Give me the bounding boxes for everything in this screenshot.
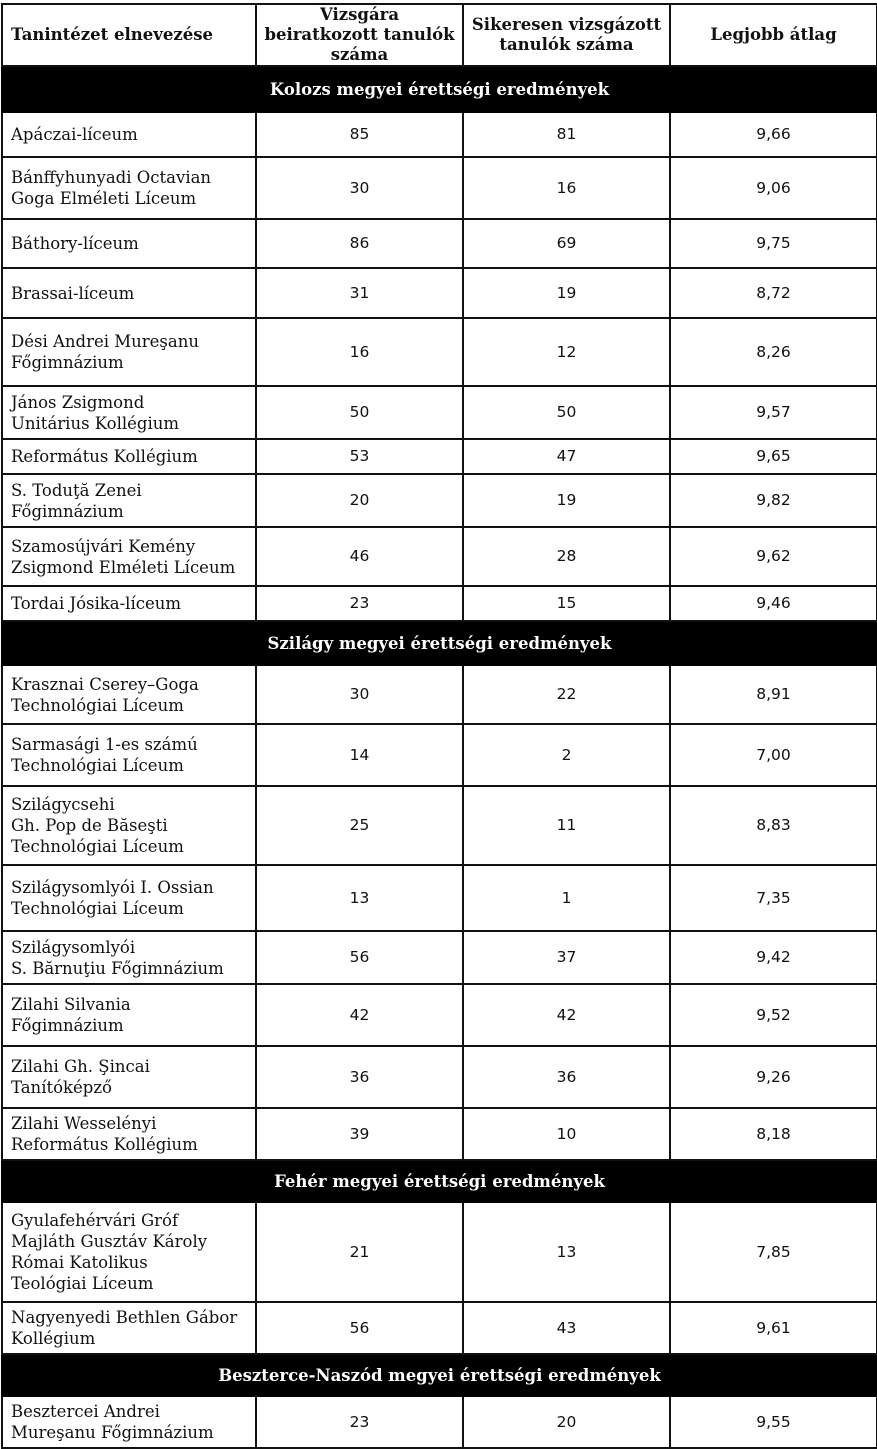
passed-count-cell: 42 (463, 984, 670, 1046)
best-average-cell: 7,85 (670, 1202, 877, 1302)
best-average-cell: 9,66 (670, 112, 877, 157)
passed-count-cell: 19 (463, 268, 670, 318)
school-name-cell: Besztercei Andrei Mureşanu Főgimnázium (2, 1396, 256, 1448)
passed-count-cell: 12 (463, 318, 670, 386)
enrolled-count-cell: 21 (256, 1202, 463, 1302)
header-passed: Sikeresen vizsgázott tanulók száma (463, 4, 670, 66)
header-school-name: Tanintézet elnevezése (2, 4, 256, 66)
best-average-cell: 9,26 (670, 1046, 877, 1108)
enrolled-count-cell: 31 (256, 268, 463, 318)
enrolled-count-cell: 39 (256, 1108, 463, 1160)
table-row (2, 1108, 877, 1160)
enrolled-count-cell: 16 (256, 318, 463, 386)
school-name-cell: Brassai-líceum (2, 268, 256, 318)
school-name-cell: Dési Andrei Mureşanu Főgimnázium (2, 318, 256, 386)
passed-count-cell: 10 (463, 1108, 670, 1160)
best-average-cell: 7,35 (670, 865, 877, 931)
enrolled-count-cell: 56 (256, 931, 463, 984)
school-name-cell: Szilágycsehi Gh. Pop de Băseşti Technológiai Líceum (2, 786, 256, 865)
header-best-average: Legjobb átlag (670, 4, 877, 66)
header-row (2, 4, 877, 66)
passed-count-cell: 36 (463, 1046, 670, 1108)
school-name-cell: Bánffyhunyadi Octavian Goga Elméleti Líceum (2, 157, 256, 219)
section-title: Szilágy megyei érettségi eredmények (2, 621, 877, 665)
table-row (2, 1302, 877, 1354)
enrolled-count-cell: 20 (256, 474, 463, 527)
school-name-cell: Krasznai Cserey–Goga Technológiai Líceum (2, 665, 256, 724)
best-average-cell: 9,75 (670, 219, 877, 268)
table-row (2, 984, 877, 1046)
passed-count-cell: 47 (463, 439, 670, 474)
passed-count-cell: 22 (463, 665, 670, 724)
school-name-cell: Zilahi Wesselényi Református Kollégium (2, 1108, 256, 1160)
passed-count-cell: 28 (463, 527, 670, 586)
table-row (2, 318, 877, 386)
enrolled-count-cell: 56 (256, 1302, 463, 1354)
best-average-cell: 8,72 (670, 268, 877, 318)
passed-count-cell: 15 (463, 586, 670, 621)
enrolled-count-cell: 30 (256, 665, 463, 724)
school-name-cell: Nagyenyedi Bethlen Gábor Kollégium (2, 1302, 256, 1354)
passed-count-cell: 20 (463, 1396, 670, 1448)
school-name-cell: Tordai Jósika-líceum (2, 586, 256, 621)
enrolled-count-cell: 86 (256, 219, 463, 268)
best-average-cell: 7,00 (670, 724, 877, 786)
best-average-cell: 9,52 (670, 984, 877, 1046)
passed-count-cell: 11 (463, 786, 670, 865)
best-average-cell: 9,06 (670, 157, 877, 219)
enrolled-count-cell: 30 (256, 157, 463, 219)
passed-count-cell: 81 (463, 112, 670, 157)
enrolled-count-cell: 42 (256, 984, 463, 1046)
table-row (2, 439, 877, 474)
table-row (2, 1046, 877, 1108)
results-table (1, 3, 877, 1449)
table-row (2, 586, 877, 621)
table-row (2, 931, 877, 984)
passed-count-cell: 19 (463, 474, 670, 527)
table-row (2, 268, 877, 318)
best-average-cell: 9,46 (670, 586, 877, 621)
table-row (2, 474, 877, 527)
passed-count-cell: 2 (463, 724, 670, 786)
section-header-row (2, 66, 877, 112)
table-row (2, 1202, 877, 1302)
header-enrolled: Vizsgára beiratkozott tanulók száma (256, 4, 463, 66)
section-title: Kolozs megyei érettségi eredmények (2, 66, 877, 112)
enrolled-count-cell: 13 (256, 865, 463, 931)
passed-count-cell: 37 (463, 931, 670, 984)
best-average-cell: 8,91 (670, 665, 877, 724)
best-average-cell: 9,57 (670, 386, 877, 439)
best-average-cell: 8,83 (670, 786, 877, 865)
table-row (2, 724, 877, 786)
best-average-cell: 9,55 (670, 1396, 877, 1448)
enrolled-count-cell: 50 (256, 386, 463, 439)
table-row (2, 1396, 877, 1448)
enrolled-count-cell: 23 (256, 1396, 463, 1448)
enrolled-count-cell: 25 (256, 786, 463, 865)
school-name-cell: Sarmasági 1-es számú Technológiai Líceum (2, 724, 256, 786)
section-title: Beszterce-Naszód megyei érettségi eredmények (2, 1354, 877, 1396)
enrolled-count-cell: 36 (256, 1046, 463, 1108)
best-average-cell: 9,82 (670, 474, 877, 527)
enrolled-count-cell: 23 (256, 586, 463, 621)
school-name-cell: Szilágysomlyói I. Ossian Technológiai Líceum (2, 865, 256, 931)
enrolled-count-cell: 85 (256, 112, 463, 157)
best-average-cell: 9,61 (670, 1302, 877, 1354)
school-name-cell: Gyulafehérvári Gróf Majláth Gusztáv Károly Római Katolikus Teológiai Líceum (2, 1202, 256, 1302)
passed-count-cell: 43 (463, 1302, 670, 1354)
school-name-cell: János Zsigmond Unitárius Kollégium (2, 386, 256, 439)
school-name-cell: Szilágysomlyói S. Bărnuţiu Főgimnázium (2, 931, 256, 984)
table-row (2, 786, 877, 865)
school-name-cell: Zilahi Gh. Şincai Tanítóképző (2, 1046, 256, 1108)
table-row (2, 665, 877, 724)
passed-count-cell: 16 (463, 157, 670, 219)
table-row (2, 112, 877, 157)
table-row (2, 527, 877, 586)
school-name-cell: Zilahi Silvania Főgimnázium (2, 984, 256, 1046)
table-row (2, 157, 877, 219)
passed-count-cell: 50 (463, 386, 670, 439)
school-name-cell: S. Toduţă Zenei Főgimnázium (2, 474, 256, 527)
school-name-cell: Apáczai-líceum (2, 112, 256, 157)
best-average-cell: 8,18 (670, 1108, 877, 1160)
best-average-cell: 9,65 (670, 439, 877, 474)
best-average-cell: 8,26 (670, 318, 877, 386)
section-header-row (2, 1354, 877, 1396)
best-average-cell: 9,62 (670, 527, 877, 586)
table-row (2, 219, 877, 268)
school-name-cell: Szamosújvári Kemény Zsigmond Elméleti Líceum (2, 527, 256, 586)
table-row (2, 386, 877, 439)
enrolled-count-cell: 14 (256, 724, 463, 786)
best-average-cell: 9,42 (670, 931, 877, 984)
section-header-row (2, 1160, 877, 1202)
table-row (2, 865, 877, 931)
section-title: Fehér megyei érettségi eredmények (2, 1160, 877, 1202)
school-name-cell: Református Kollégium (2, 439, 256, 474)
passed-count-cell: 1 (463, 865, 670, 931)
section-header-row (2, 621, 877, 665)
passed-count-cell: 69 (463, 219, 670, 268)
school-name-cell: Báthory-líceum (2, 219, 256, 268)
enrolled-count-cell: 53 (256, 439, 463, 474)
enrolled-count-cell: 46 (256, 527, 463, 586)
passed-count-cell: 13 (463, 1202, 670, 1302)
